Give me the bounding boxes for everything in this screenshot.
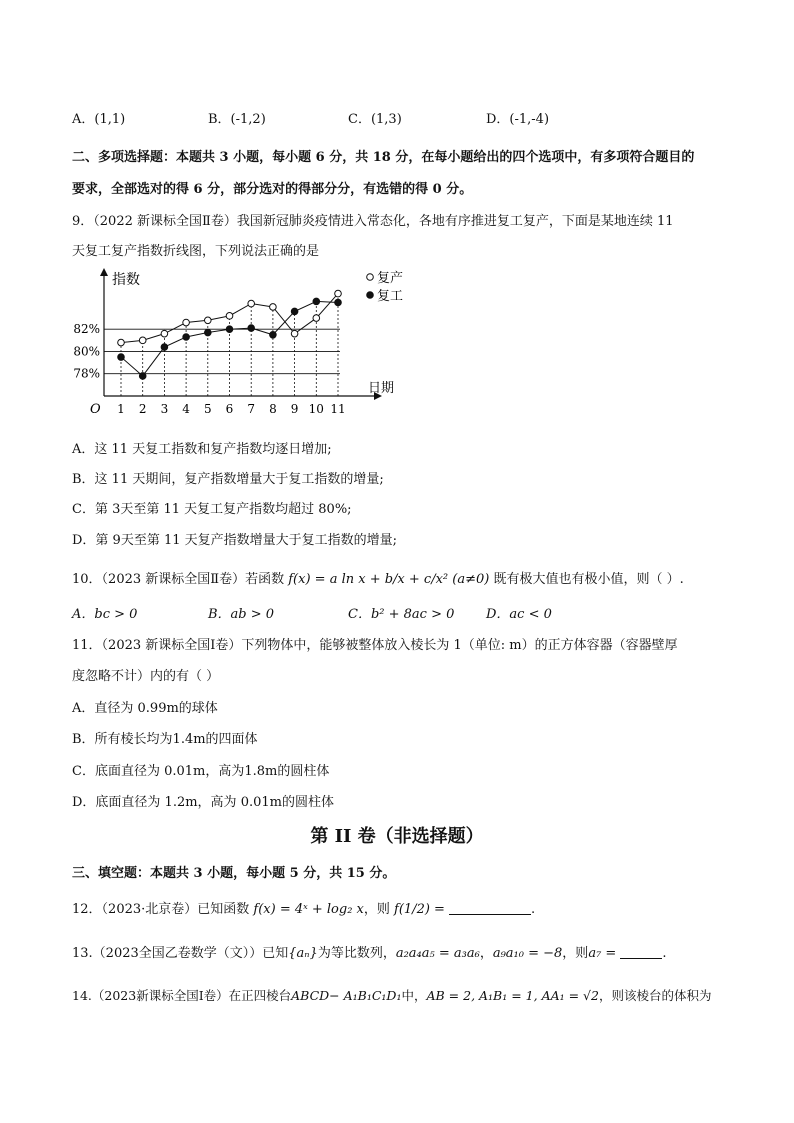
section2-heading-line1: 二、多项选择题：本题共 3 小题，每小题 6 分，共 18 分，在每小题给出的四个选项中，有多项符合题目的 <box>72 150 695 165</box>
q13-text3: ，则 <box>562 946 589 961</box>
q12-prefix: 12．（2023·北京卷）已知函数 <box>72 902 250 917</box>
q14-stem <box>72 986 712 1004</box>
q11-option-a: A．直径为 0.99m的球体 <box>72 701 218 716</box>
data-point <box>139 373 146 380</box>
y-tick-label: 78% <box>73 366 100 381</box>
q8-option-d: D．(-1,-4) <box>486 112 550 127</box>
y-tick-label: 82% <box>73 322 100 337</box>
data-point <box>248 325 255 332</box>
x-tick-label: 3 <box>160 402 169 416</box>
q13-formula2: a₂a₄a₅ = a₃a₆ <box>395 946 480 961</box>
q14-formula1: ABCD− A₁B₁C₁D₁ <box>291 988 402 1003</box>
x-tick-label: 4 <box>182 402 190 416</box>
data-point <box>161 330 168 337</box>
q10-option-d: D．ac < 0 <box>486 607 552 622</box>
data-point <box>313 298 320 305</box>
data-point <box>270 331 277 338</box>
q13-formula3: a₉a₁₀ = −8 <box>492 946 563 961</box>
q13-text2: ， <box>479 946 493 961</box>
q10-option-c: C．b² + 8ac > 0 <box>348 607 455 622</box>
q10-option-a: A．bc > 0 <box>72 607 138 622</box>
q13-formula1: {aₙ} <box>288 946 318 961</box>
data-point <box>205 329 212 336</box>
q9-stem-line2: 天复工复产指数折线图，下列说法正确的是 <box>72 244 320 259</box>
x-axis-label: 日期 <box>368 381 395 396</box>
q11-option-d: D．底面直径为 1.2m，高为 0.01m的圆柱体 <box>72 795 334 810</box>
q9-option-d: D．第 9天至第 11 天复产指数增量大于复工指数的增量; <box>72 533 398 548</box>
legend-marker <box>367 292 374 299</box>
data-point <box>335 299 342 306</box>
q10-prefix: 10．（2023 新课标全国Ⅱ卷）若函数 <box>72 572 285 587</box>
q12-formula: f(x) = 4ˣ + log₂ x <box>253 902 364 917</box>
data-point <box>335 290 342 297</box>
origin-label: O <box>90 402 101 417</box>
q13-formula4: a₇ = <box>588 946 617 961</box>
q13-text1: 为等比数列， <box>317 946 396 961</box>
data-point <box>183 319 190 326</box>
q9-option-b: B．这 11 天期间，复产指数增量大于复工指数的增量; <box>72 472 384 487</box>
q8-option-a: A．(1,1) <box>72 112 126 127</box>
q8-option-c: C．(1,3) <box>348 112 402 127</box>
data-point <box>161 344 168 351</box>
x-tick-label: 10 <box>308 402 324 416</box>
q14-prefix: 14.（2023新课标全国Ⅰ卷）在正四棱台 <box>72 988 292 1003</box>
x-tick-label: 6 <box>225 402 234 416</box>
x-tick-label: 1 <box>117 402 125 416</box>
q11-stem-line1: 11．（2023 新课标全国Ⅰ卷）下列物体中，能够被整体放入棱长为 1（单位: m）的正方体容器（容器壁厚 <box>72 638 678 653</box>
q10-option-b: B．ab > 0 <box>208 607 275 622</box>
q14-text2: ，则该棱台的体积为 <box>598 988 712 1003</box>
x-tick-label: 9 <box>290 402 299 416</box>
q12-middle: ，则 <box>363 902 390 917</box>
x-tick-label: 7 <box>247 402 256 416</box>
data-point <box>205 317 212 324</box>
q10-stem <box>72 568 684 587</box>
part2-title: 第 II 卷（非选择题） <box>310 826 484 847</box>
data-point <box>139 337 146 344</box>
data-point <box>248 300 255 307</box>
x-tick-label: 2 <box>138 402 147 416</box>
q12-stem <box>72 898 535 917</box>
x-tick-label: 11 <box>330 402 346 416</box>
q12-end: . <box>530 902 536 917</box>
data-point <box>226 326 233 333</box>
q12-query: f(1/2) = <box>394 902 445 917</box>
legend-label: 复工 <box>377 289 404 304</box>
q12-answer-blank[interactable] <box>449 902 531 915</box>
data-point <box>313 315 320 322</box>
data-point <box>270 304 277 311</box>
q10-formula: f(x) = a ln x + b/x + c/x² (a≠0) <box>288 572 490 587</box>
q13-stem <box>72 942 666 961</box>
legend-marker <box>367 274 374 281</box>
y-axis-label: 指数 <box>112 272 140 288</box>
q8-options <box>72 108 732 128</box>
y-axis-arrow <box>100 268 108 276</box>
section3-heading: 三、填空题：本题共 3 小题，每小题 5 分，共 15 分。 <box>72 866 396 881</box>
q8-option-b: B．(-1,2) <box>208 112 266 127</box>
data-point <box>118 354 125 361</box>
data-point <box>291 330 298 337</box>
q9-stem-line1: 9．（2022 新课标全国Ⅱ卷）我国新冠肺炎疫情进入常态化，各地有序推进复工复产，下面是某地连续 11 <box>72 214 674 229</box>
data-point <box>291 308 298 315</box>
q14-text1: 中， <box>401 988 427 1003</box>
q14-formula2: AB = 2, A₁B₁ = 1, AA₁ = √2 <box>426 988 599 1003</box>
q13-prefix: 13.（2023全国乙卷数学（文））已知 <box>72 946 289 961</box>
q13-end: . <box>662 946 667 961</box>
data-point <box>226 313 233 320</box>
data-point <box>183 334 190 341</box>
y-tick-label: 80% <box>73 344 100 359</box>
x-tick-label: 8 <box>269 402 277 416</box>
q9-option-c: C．第 3天至第 11 天复工复产指数均超过 80%; <box>72 502 352 517</box>
q10-options <box>72 603 672 623</box>
data-point <box>118 339 125 346</box>
q9-option-a: A．这 11 天复工指数和复产指数均逐日增加; <box>72 442 332 457</box>
q9-line-chart <box>73 264 420 424</box>
q11-option-b: B．所有棱长均为1.4m的四面体 <box>72 732 258 747</box>
q13-answer-blank[interactable] <box>620 946 662 959</box>
section2-heading-line2: 要求，全部选对的得 6 分，部分选对的得部分分，有选错的得 0 分。 <box>72 182 473 197</box>
legend-label: 复产 <box>377 271 404 286</box>
q11-stem-line2: 度忽略不计）内的有（ ） <box>72 669 220 684</box>
x-tick-label: 5 <box>203 402 212 416</box>
q10-suffix: 既有极大值也有极小值，则（ ）. <box>493 572 684 587</box>
q11-option-c: C．底面直径为 0.01m，高为1.8m的圆柱体 <box>72 764 330 779</box>
